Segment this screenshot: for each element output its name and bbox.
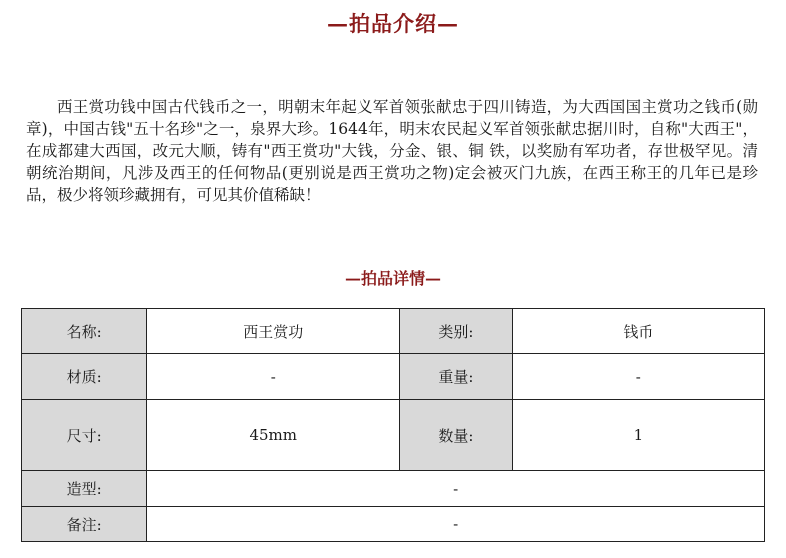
table-row xyxy=(22,471,765,507)
weight-label: 重量: xyxy=(400,354,513,400)
table-row xyxy=(22,400,765,471)
shape-value: - xyxy=(147,471,765,507)
weight-value: - xyxy=(512,354,764,400)
remark-value: - xyxy=(147,507,765,542)
name-label: 名称: xyxy=(22,309,147,354)
size-label: 尺寸: xyxy=(22,400,147,471)
size-value: 45mm xyxy=(147,400,400,471)
quantity-value: 1 xyxy=(512,400,764,471)
details-table xyxy=(21,308,765,542)
category-value: 钱币 xyxy=(512,309,764,354)
shape-label: 造型: xyxy=(22,471,147,507)
material-value: - xyxy=(147,354,400,400)
quantity-label: 数量: xyxy=(400,400,513,471)
name-value: 西王赏功 xyxy=(147,309,400,354)
detail-title: —拍品详情— xyxy=(344,269,441,288)
table-row xyxy=(22,309,765,354)
intro-paragraph: 西王赏功钱中国古代钱币之一，明朝末年起义军首领张献忠于四川铸造，为大西国国主赏功之钱币(勋章)，中国古钱"五十名珍"之一，泉界大珍。1644年，明末农民起义军首领张献忠据川时，自称"大西王"，在成都建大西国，改元大顺，铸有"西王赏功"大钱，分金、银、铜 铁，以奖励有军功者，存世极罕见。清朝统治期间，凡涉及西王的任何物品(更别说是西王赏功之物)定会被灭门九族，在西王称王的几年已是珍品，极少将领珍藏拥有，可见其价值稀缺！ xyxy=(26,98,758,204)
category-label: 类别: xyxy=(400,309,513,354)
remark-label: 备注: xyxy=(22,507,147,542)
table-row xyxy=(22,354,765,400)
table-row xyxy=(22,507,765,542)
material-label: 材质: xyxy=(22,354,147,400)
intro-title: —拍品介绍— xyxy=(327,11,459,36)
